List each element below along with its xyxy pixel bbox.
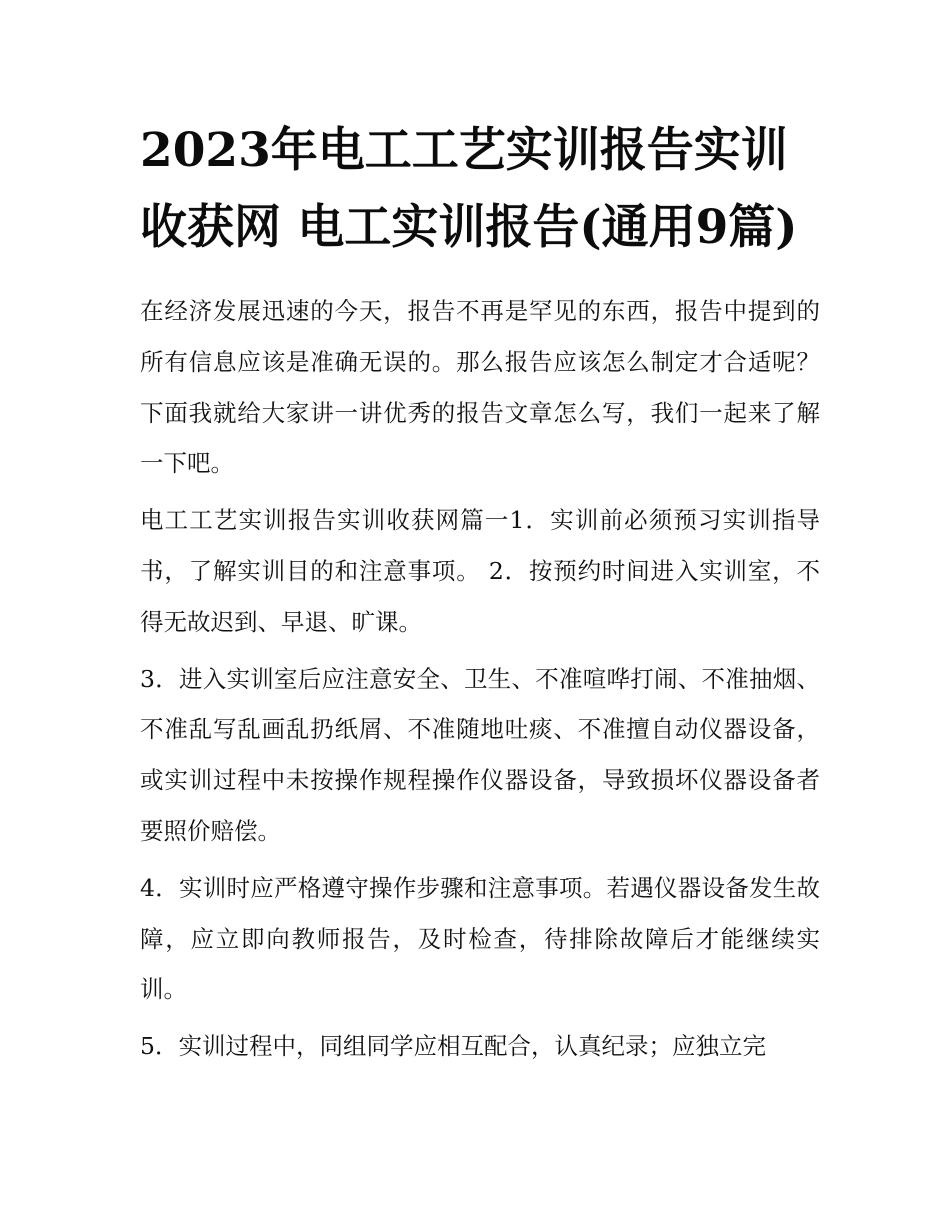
paragraph-rule-5: 5．实训过程中，同组同学应相互配合，认真纪录；应独立完 (140, 1032, 766, 1061)
paragraph-rule-4: 4．实训时应严格遵守操作步骤和注意事项。若遇仪器设备发生故障，应立即向教师报告，及时检查，待排除故障后才能继续实训。 (140, 873, 820, 1004)
document-page (140, 112, 820, 1072)
paragraph-rule-3: 3．进入实训室后应注意安全、卫生、不准喧哗打闹、不准抽烟、不准乱写乱画乱扔纸屑、不准随地吐痰、不准擅自动仪器设备，或实训过程中未按操作规程操作仪器设备，导致损坏仪器设备者要照价赔偿。 (140, 664, 820, 845)
paragraph-intro: 在经济发展迅速的今天，报告不再是罕见的东西，报告中提到的所有信息应该是准确无误的。那么报告应该怎么制定才合适呢？下面我就给大家讲一讲优秀的报告文章怎么写，我们一起来了解一下吧。 (140, 297, 820, 478)
paragraph-rule-1-2: 电工工艺实训报告实训收获网篇一1．实训前必须预习实训指导书，了解实训目的和注意事项。 2．按预约时间进入实训室，不得无故迟到、早退、旷课。 (140, 506, 820, 636)
document-title: 2023年电工工艺实训报告实训收获网 电工实训报告(通用9篇) (140, 123, 798, 255)
